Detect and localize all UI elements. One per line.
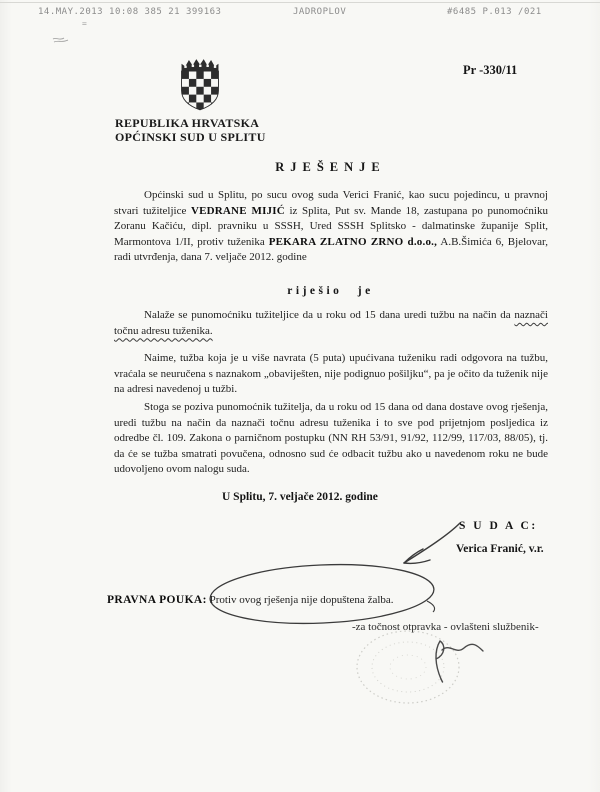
order-paragraph: Nalaže se punomoćniku tužiteljice da u roku od 15 dana uredi tužbu na način da naznači točnu adresu tuženika. (114, 309, 548, 337)
legal-remedy-text: Protiv ovog rješenja nije dopuštena žalba. (206, 594, 394, 606)
legal-remedy-label: PRAVNA POUKA: (107, 594, 207, 606)
case-number: Pr -330/11 (463, 63, 518, 77)
judge-name: Verica Franić, v.r. (456, 543, 544, 555)
court-name: OPĆINSKI SUD U SPLITU (115, 130, 266, 144)
warning-paragraph: Stoga se poziva punomoćnik tužitelja, da u roku od 15 dana od dana dostave ovog rješenja, uredi tužbu na način da naznači točnu adresu tuženika i to sve pod prijetnjom posljedica iz odredbe čl. 109. Zakona o parničnom postupku (NN RH 53/91, 91/92, 112/99, 117/03, 88/05), tj. da će se tužba smatrati povučena, odnosno sud će odbacit tužbu ako u navedenom roku ne bude udovoljeno ovom nalogu suda. (114, 401, 548, 476)
scan-edge-line (0, 2, 600, 3)
intro-paragraph: Općinski sud u Splitu, po sucu ovog suda Verici Franić, kao sucu pojedincu, u pravnoj stvari tužiteljice VEDRANE MIJIĆ iz Splita, Put sv. Mande 18, zastupana po punomoćniku Zoranu Kačiću, dipl. pravniku u SSSH, Ured SSSH Splitsko - dalmatinske županije Split, Marmontova 1/II, protiv tuženika PEKARA ZLATNO ZRNO d.o.o., A.B.Šimića 6, Bjelovar, radi utvrđenja, dana 7. veljače 2012. godine (114, 189, 548, 264)
fax-sender-name: JADROPLOV (293, 7, 347, 17)
fax-artifact-mark: = (82, 19, 88, 28)
certification-note: -za točnost otpravka - ovlašteni službenik- (352, 621, 539, 633)
legal-remedy-line (107, 594, 394, 606)
reasoning-paragraph: Naime, tužba koja je u više navrata (5 puta) upućivana tuženiku radi odgovora na tužbu, vraćala se neuručena s naznakom „obaviješten, nije podignuo pošiljku“, pa je očito da tuženik nije na adresi navedenoj u tužbi. (114, 352, 548, 396)
signature-scribble-icon (415, 633, 490, 688)
croatian-coat-of-arms-icon (176, 56, 224, 112)
place-and-date: U Splitu, 7. veljače 2012. godine (222, 491, 378, 503)
court-letterhead (115, 116, 266, 144)
scan-smudge-artifact (52, 36, 70, 44)
decision-heading: riješio je (287, 285, 374, 297)
fax-timestamp: 14.MAY.2013 10:08 385 21 399163 (38, 7, 222, 17)
country-name: REPUBLIKA HRVATSKA (115, 116, 260, 130)
document-title: RJEŠENJE (275, 160, 386, 174)
fax-page-counter: #6485 P.013 /021 (447, 7, 542, 17)
judge-label: S U D A C: (459, 520, 538, 532)
